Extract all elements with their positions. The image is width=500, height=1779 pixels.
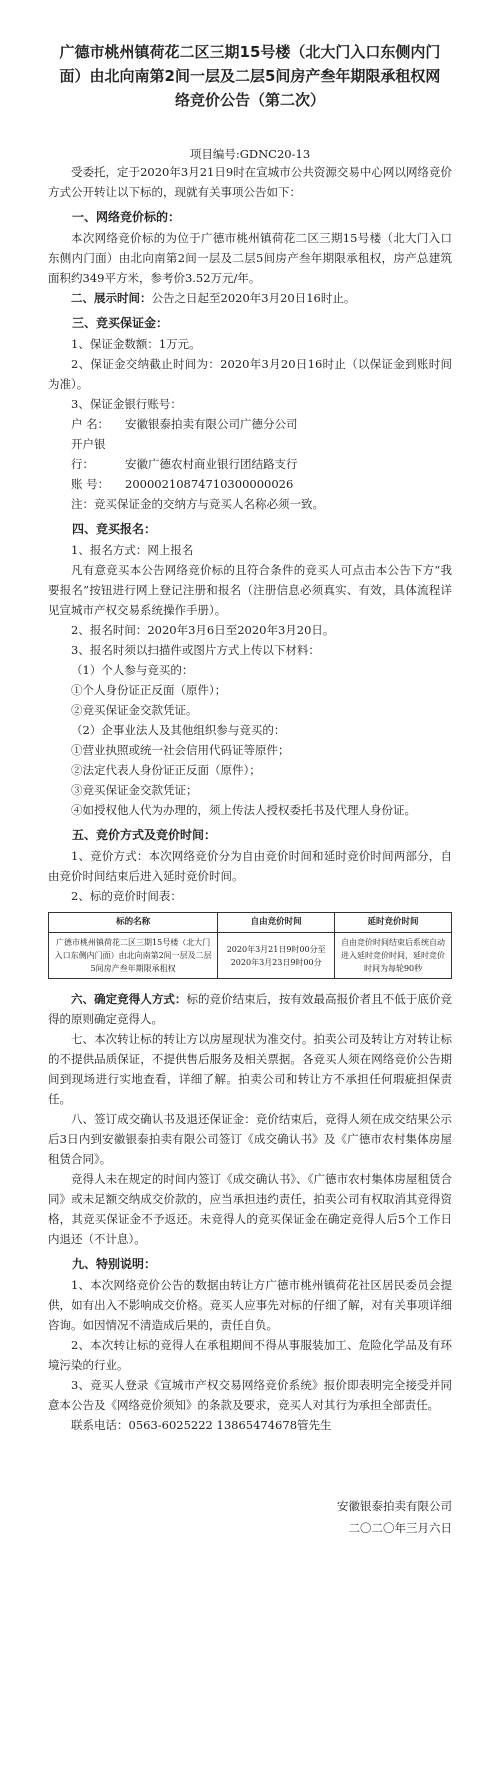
section-2-body: 公告之日起至2020年3月20日16时止。 — [151, 291, 356, 305]
bidding-schedule-table — [48, 912, 452, 979]
special-note-2: 2、本次转让标的竞得人在承租期间不得从事服装加工、危险化学品及有环境污染的行业。 — [48, 1338, 452, 1372]
individual-item-2: ②竞买保证金交款凭证。 — [71, 703, 198, 717]
section-8-p1: 八、签订成交确认书及退还保证金：竞价结束后，竞得人须在成交结果公示后3日内到安徽银泰拍卖有限公司签订《成交确认书》及《广德市农村集体房屋租赁合同》。 — [48, 1112, 452, 1166]
upload-materials: 3、报名时须以扫描件或图片方式上传以下材料： — [71, 643, 320, 657]
organization-heading: （2）企事业法人及其他组织参与竞买的： — [71, 723, 286, 737]
section-6 — [48, 989, 452, 1029]
bank-name — [48, 434, 452, 474]
bank-account-number-label: 账 号： — [71, 477, 110, 491]
table-cell-subject: 广德市桃州镇荷花二区三期15号楼（北大门入口东侧内门面）由北向南第2间一层及二层5间房产叁年期限承租权 — [49, 933, 218, 979]
section-2-heading: 二、展示时间： — [71, 291, 152, 305]
section-5-heading: 五、竞价方式及竞价时间： — [72, 828, 217, 842]
deposit-amount: 1、保证金数额：1万元。 — [71, 337, 201, 351]
table-header-row — [49, 913, 452, 933]
bank-name-value: 安徽广德农村商业银行团结路支行 — [125, 457, 298, 471]
special-note-1: 1、本次网络竞价公告的数据由转让方广德市桃州镇荷花社区居民委员会提供，如有出入不影响成交价格。竞买人应事先对标的仔细了解，对有关事项详细咨询。如因情况不清造成后果的，责任自负。 — [48, 1278, 452, 1332]
section-4-heading: 四、竞买报名： — [72, 522, 157, 536]
special-note-3: 3、竞买人登录《宣城市产权交易网络竞价系统》报价即表明完全接受并同意本公告及《网络竞价须知》的条款及要求，竞买人对其行为承担全部责任。 — [48, 1378, 452, 1412]
bank-account-name-value: 安徽银泰拍卖有限公司广德分公司 — [125, 417, 298, 431]
table-header: 延时竞价时间 — [335, 913, 452, 933]
intro-paragraph: 受委托，定于2020年3月21日9时在宣城市公共资源交易中心网以网络竞价方式公开转让以下标的，现就有关事项公告如下： — [48, 165, 452, 199]
deposit-account-label: 3、保证金银行账号： — [71, 397, 182, 411]
bank-name-label: 开户银行： — [71, 437, 106, 471]
section-6-heading: 六、确定竞得人方式： — [71, 992, 187, 1006]
section-2 — [48, 288, 452, 308]
company-name: 安徽银泰拍卖有限公司 — [337, 1499, 452, 1513]
organization-item-1: ①营业执照或统一社会信用代码证等原件； — [71, 743, 290, 757]
registration-time: 2、报名时间：2020年3月6日至2020年3月20日。 — [71, 623, 335, 637]
registration-instructions: 凡有意竞买本公告网络竞价标的且符合条件的竞买人可点击本公告下方“我要报名”按钮进行网上登记注册和报名（注册信息必须真实、有效，具体流程详见宣城市产权交易系统操作手册）。 — [48, 563, 452, 617]
page-title: 广德市桃州镇荷花二区三期15号楼（北大门入口东侧内门面）由北向南第2间一层及二层5间房产叁年期限承租权网络竞价公告（第二次） — [59, 43, 441, 109]
organization-item-2: ②法定代表人身份证正反面（原件）； — [71, 763, 261, 777]
bank-account-name-label: 户 名： — [71, 417, 110, 431]
section-1-heading: 一、网络竞价标的： — [72, 210, 181, 224]
section-7: 七、本次转让标的转让方以房屋现状为准交付。拍卖公司及转让方对转让标的不提供品质保证，不提供售后服务及相关票据。各竞买人须在网络竞价公告期间到现场进行实地查看，详细了解。拍卖公司和转让方不承担任何瑕疵担保责任。 — [48, 1032, 452, 1106]
table-row — [49, 933, 452, 979]
individual-item-1: ①个人身份证正反面（原件）； — [71, 683, 227, 697]
section-3-heading: 三、竞买保证金： — [72, 316, 169, 330]
section-1-body: 本次网络竞价标的为位于广德市桃州镇荷花二区三期15号楼（北大门入口东侧内门面）由北向南第2间一层及二层5间房产叁年期限承租权，房产总建筑面积约349平方米，参考价3.52万元/年。 — [48, 231, 452, 285]
organization-item-4: ④如授权他人代为办理的，须上传法人授权委托书及代理人身份证。 — [71, 803, 416, 817]
registration-method: 1、报名方式：网上报名 — [71, 543, 194, 557]
table-header: 标的名称 — [49, 913, 218, 933]
individual-heading: （1）个人参与竞买的： — [71, 663, 194, 677]
project-number: 项目编号:GDNC20-13 — [189, 147, 311, 161]
contact-phone: 联系电话：0563-6025222 13865474678管先生 — [71, 1418, 332, 1432]
table-cell-extended-bidding: 自由竞价时间结束后系统自动进入延时竞价时间，延时竞价时间为每轮90秒 — [335, 933, 452, 979]
section-9-heading: 九、特别说明： — [72, 1257, 157, 1271]
issue-date: 二〇二〇年三月六日 — [348, 1521, 452, 1535]
deposit-note: 注：竞买保证金的交纳方与竞买人名称必须一致。 — [71, 497, 324, 511]
bank-account-number — [48, 474, 452, 494]
organization-item-3: ③竞买保证金交款凭证； — [71, 783, 198, 797]
section-6-body: 标的竞价结束后，按有效最高报价者且不低于底价竞得的原则确定竞得人。 — [48, 992, 452, 1026]
table-cell-free-bidding: 2020年3月21日9时00分至2020年3月23日9时00分 — [218, 933, 335, 979]
deposit-deadline: 2、保证金交纳截止时间为：2020年3月20日16时止（以保证金到账时间为准）。 — [48, 357, 452, 391]
bank-account-name — [48, 414, 452, 434]
signature-block — [48, 1495, 452, 1539]
bank-account-number-value: 20000210874710300000026 — [125, 477, 294, 491]
bidding-schedule-label: 2、标的竞价时间表： — [71, 889, 182, 903]
table-header: 自由竞价时间 — [218, 913, 335, 933]
section-8-p2: 竞得人未在规定的时间内签订《成交确认书》、《广德市农村集体房屋租赁合同》或未足额交纳成交价款的，应当承担违约责任，拍卖公司有权取消其竞得资格，其竞买保证金不予返还。未竞得人的竞买保证金在确定竞得人后5个工作日内退还（不计息）。 — [48, 1172, 452, 1246]
bidding-method: 1、竞价方式：本次网络竞价分为自由竞价时间和延时竞价时间两部分，自由竞价时间结束后进入延时竞价时间。 — [48, 849, 452, 883]
